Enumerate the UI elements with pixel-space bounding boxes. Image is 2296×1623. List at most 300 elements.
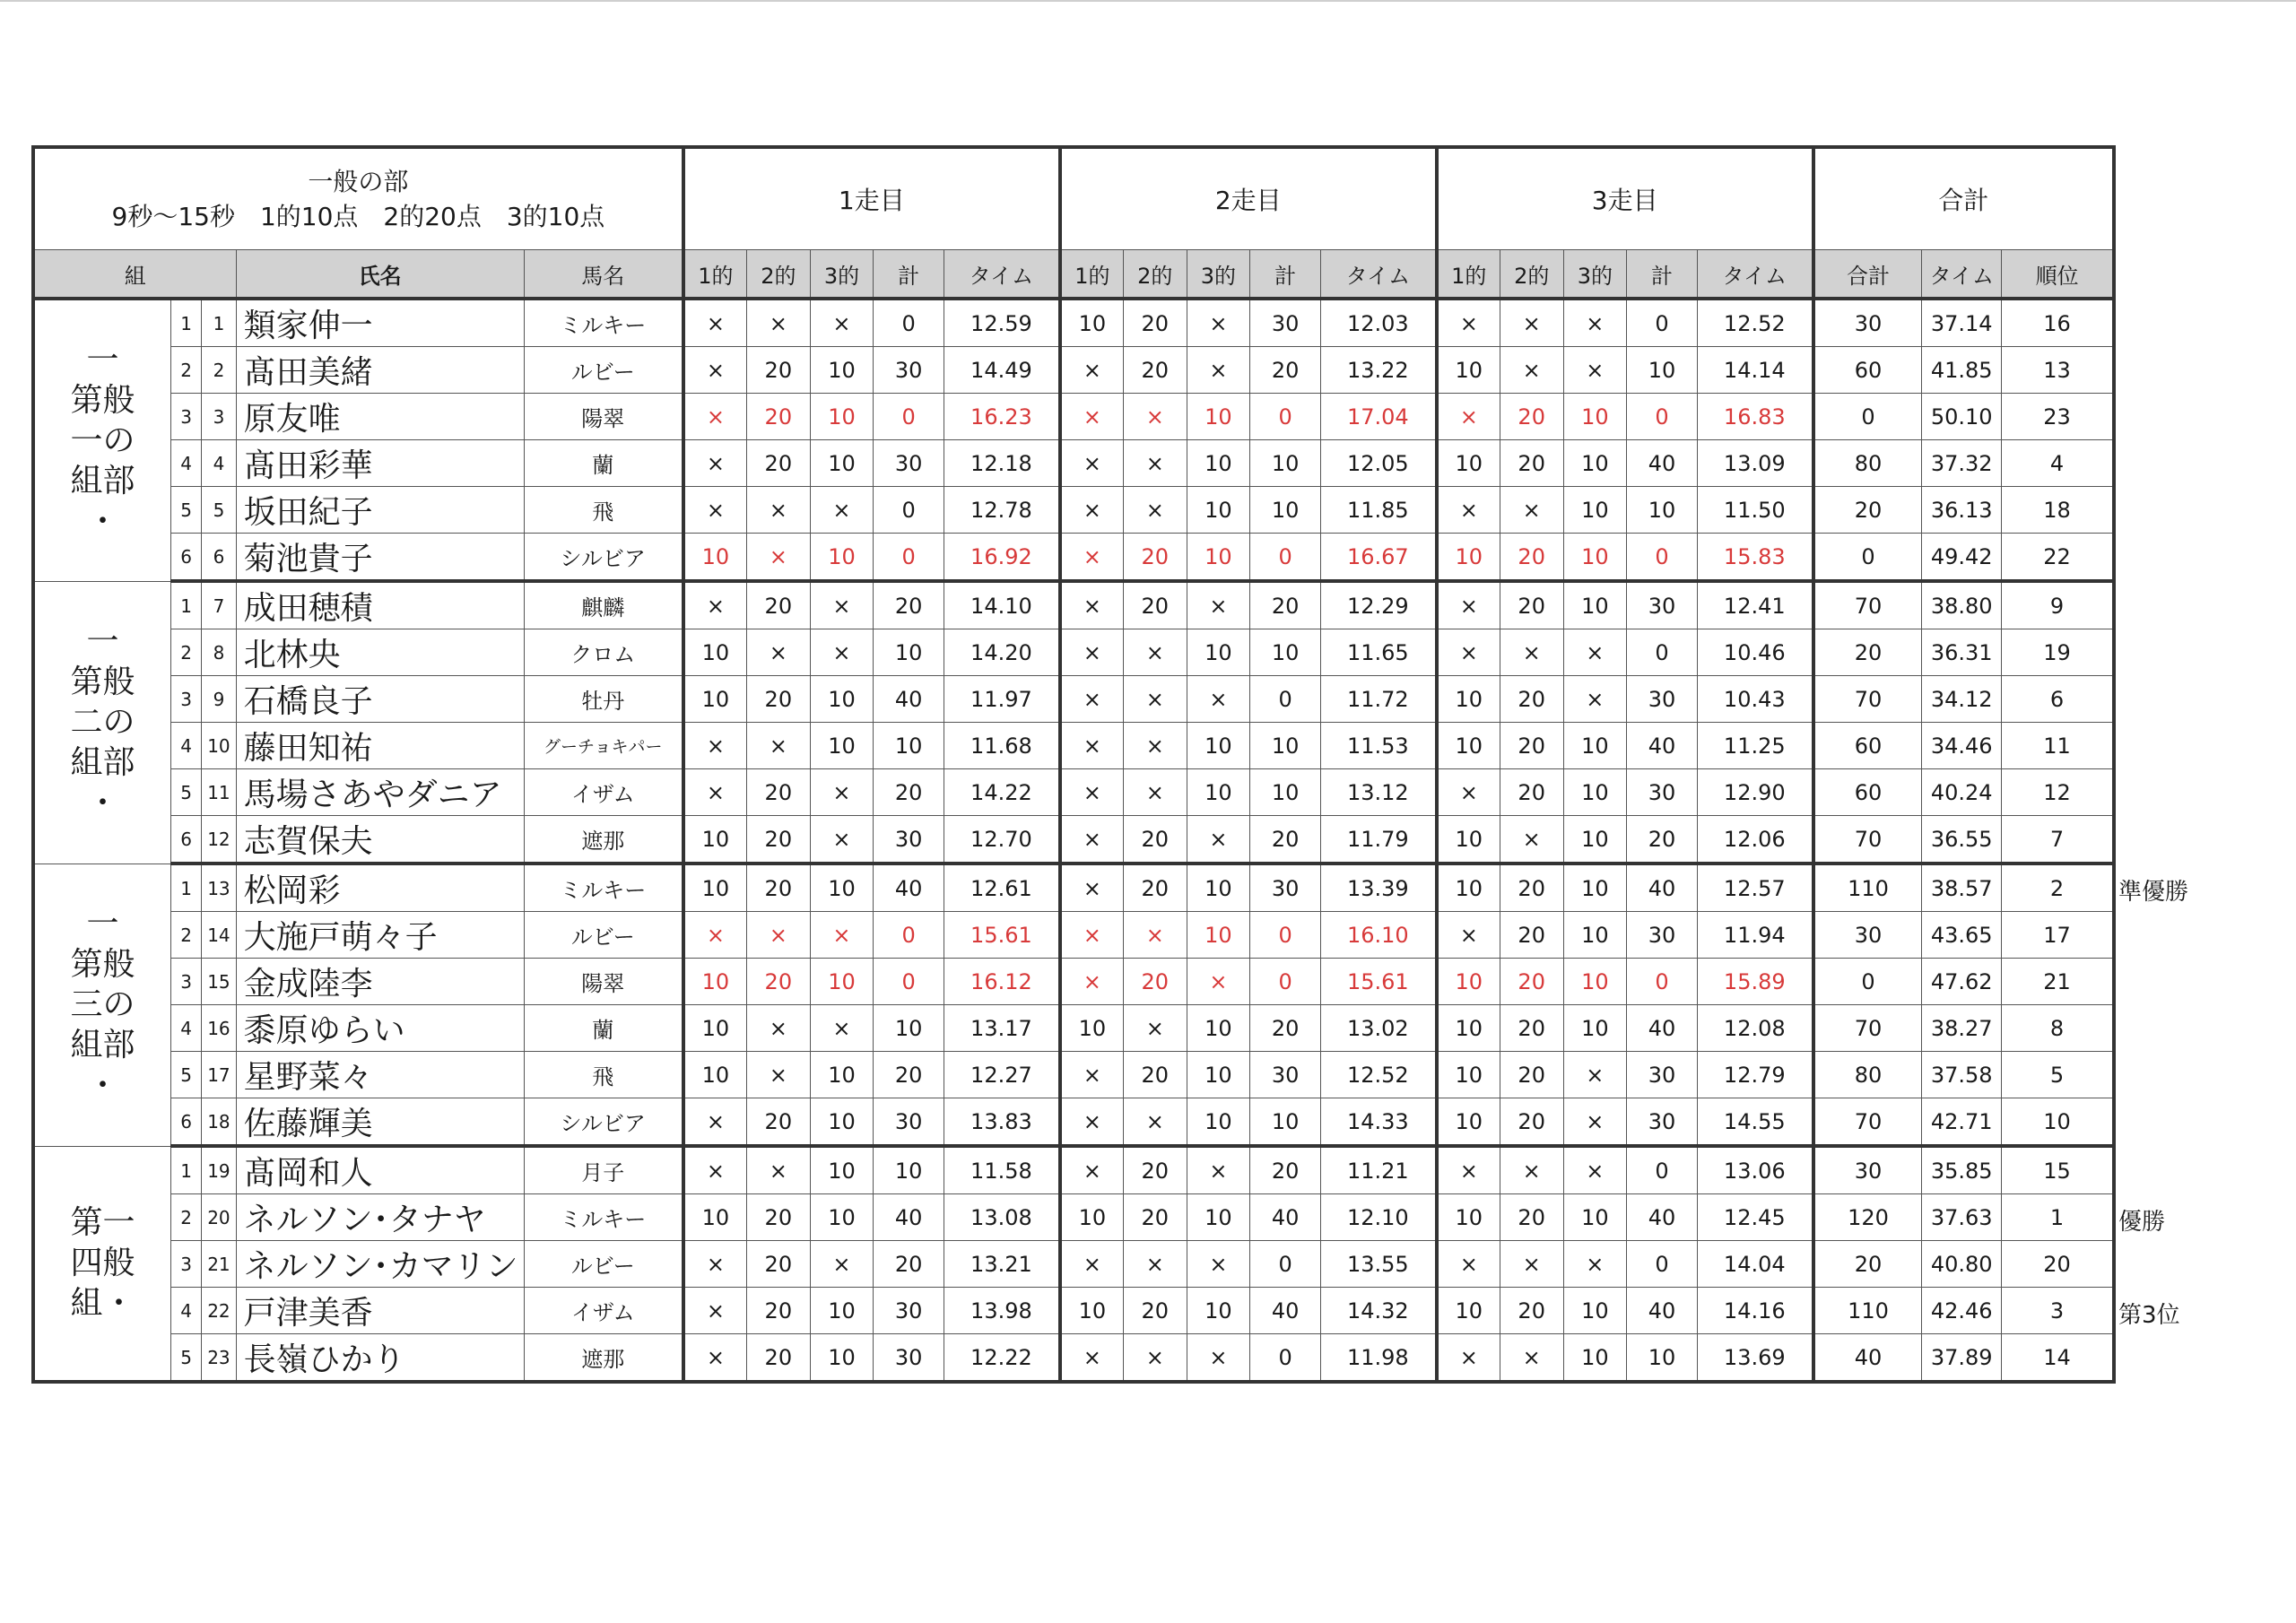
- placement-note: 優勝: [2118, 1208, 2166, 1236]
- r2-target1: ×: [1060, 959, 1124, 1005]
- r2-time: 13.22: [1320, 347, 1436, 394]
- r2-target3: ×: [1187, 1146, 1250, 1194]
- r1-time: 12.78: [944, 487, 1060, 534]
- entry-number: 20: [202, 1194, 236, 1241]
- r3-subtotal: 0: [1627, 1146, 1698, 1194]
- total-time: 40.80: [1922, 1241, 2002, 1288]
- r1-time: 14.20: [944, 629, 1060, 676]
- r2-target3: 10: [1187, 534, 1250, 582]
- r3-target1: 10: [1437, 816, 1500, 864]
- r1-target1: 10: [683, 1052, 747, 1098]
- total-points: 40: [1813, 1334, 1922, 1383]
- rank: 22: [2002, 534, 2114, 582]
- run2-header: 2走目: [1060, 147, 1437, 250]
- r2-time: 13.12: [1320, 769, 1436, 816]
- r2-subtotal: 20: [1250, 1005, 1321, 1052]
- r3-target1: 10: [1437, 959, 1500, 1005]
- r3-target2: 20: [1500, 1005, 1563, 1052]
- col-header-name: 氏名: [236, 250, 524, 299]
- r2-target1: ×: [1060, 816, 1124, 864]
- total-points: 60: [1813, 723, 1922, 769]
- r1-target1: ×: [683, 1146, 747, 1194]
- r3-subtotal: 10: [1627, 1334, 1698, 1383]
- r1-time: 16.12: [944, 959, 1060, 1005]
- r2-time: 13.02: [1320, 1005, 1436, 1052]
- col-header-horse: 馬名: [524, 250, 683, 299]
- group-seq: 6: [170, 816, 201, 864]
- r2-target2: ×: [1123, 1334, 1187, 1383]
- entry-number: 2: [202, 347, 236, 394]
- r3-time: 15.83: [1697, 534, 1813, 582]
- horse-name: ミルキー: [524, 864, 683, 912]
- r3-target1: 10: [1437, 1098, 1500, 1147]
- r2-target1: ×: [1060, 1334, 1124, 1383]
- table-row: [33, 581, 2114, 629]
- r1-target2: 20: [747, 1288, 811, 1334]
- r1-target2: ×: [747, 1146, 811, 1194]
- r3-target1: 10: [1437, 347, 1500, 394]
- r3-target2: 20: [1500, 581, 1563, 629]
- r1-time: 14.49: [944, 347, 1060, 394]
- r2-target3: ×: [1187, 347, 1250, 394]
- total-points: 80: [1813, 440, 1922, 487]
- col-header-run1-1: 2的: [747, 250, 811, 299]
- col-header-total-2: 順位: [2002, 250, 2114, 299]
- rank: 19: [2002, 629, 2114, 676]
- table-row: [33, 912, 2114, 959]
- r2-subtotal: 20: [1250, 347, 1321, 394]
- r2-time: 11.53: [1320, 723, 1436, 769]
- r2-time: 14.32: [1320, 1288, 1436, 1334]
- r2-target3: 10: [1187, 723, 1250, 769]
- entry-number: 10: [202, 723, 236, 769]
- rider-name: 髙岡和人: [236, 1146, 524, 1194]
- rider-name: 北林央: [236, 629, 524, 676]
- r3-time: 14.16: [1697, 1288, 1813, 1334]
- r2-target1: ×: [1060, 534, 1124, 582]
- r1-subtotal: 0: [874, 299, 944, 347]
- total-time: 35.85: [1922, 1146, 2002, 1194]
- r1-target1: ×: [683, 394, 747, 440]
- rank: 1: [2002, 1194, 2114, 1241]
- r3-target2: ×: [1500, 816, 1563, 864]
- col-header-total-0: 合計: [1813, 250, 1922, 299]
- r3-target2: 20: [1500, 723, 1563, 769]
- group-label-line: 一の: [70, 421, 135, 459]
- total-points: 0: [1813, 959, 1922, 1005]
- r3-subtotal: 0: [1627, 534, 1698, 582]
- r3-subtotal: 0: [1627, 299, 1698, 347]
- total-points: 30: [1813, 1146, 1922, 1194]
- r3-target1: ×: [1437, 299, 1500, 347]
- r2-target3: 10: [1187, 1288, 1250, 1334]
- r2-target1: ×: [1060, 912, 1124, 959]
- rank: 5: [2002, 1052, 2114, 1098]
- table-title: [33, 147, 683, 250]
- r2-time: 11.21: [1320, 1146, 1436, 1194]
- r1-target3: ×: [810, 912, 874, 959]
- horse-name: 遮那: [524, 816, 683, 864]
- r1-target2: ×: [747, 912, 811, 959]
- entry-number: 6: [202, 534, 236, 582]
- group-label-line: 一: [86, 341, 119, 378]
- total-points: 20: [1813, 629, 1922, 676]
- r1-target3: 10: [810, 347, 874, 394]
- rank: 21: [2002, 959, 2114, 1005]
- r3-target3: 10: [1563, 534, 1627, 582]
- r2-target2: 20: [1123, 1146, 1187, 1194]
- table-row: [33, 1098, 2114, 1147]
- group-label-line: 三の: [70, 986, 135, 1023]
- r3-time: 14.04: [1697, 1241, 1813, 1288]
- rank: 9: [2002, 581, 2114, 629]
- r2-subtotal: 0: [1250, 676, 1321, 723]
- r2-subtotal: 10: [1250, 629, 1321, 676]
- r3-target3: ×: [1563, 1052, 1627, 1098]
- total-time: 36.13: [1922, 487, 2002, 534]
- total-time: 41.85: [1922, 347, 2002, 394]
- total-time: 37.32: [1922, 440, 2002, 487]
- total-time: 34.12: [1922, 676, 2002, 723]
- r1-subtotal: 30: [874, 347, 944, 394]
- col-header-run2-3: 計: [1250, 250, 1321, 299]
- r2-subtotal: 30: [1250, 299, 1321, 347]
- r3-target2: 20: [1500, 1098, 1563, 1147]
- group-label-line: ・: [86, 1067, 119, 1104]
- r2-target2: 20: [1123, 1288, 1187, 1334]
- total-points: 120: [1813, 1194, 1922, 1241]
- r3-subtotal: 30: [1627, 1052, 1698, 1098]
- r1-subtotal: 40: [874, 676, 944, 723]
- r1-target1: ×: [683, 440, 747, 487]
- r3-subtotal: 40: [1627, 723, 1698, 769]
- r1-subtotal: 10: [874, 723, 944, 769]
- r1-target3: 10: [810, 1334, 874, 1383]
- r3-target3: ×: [1563, 629, 1627, 676]
- run3-header: 3走目: [1437, 147, 1813, 250]
- r1-target2: ×: [747, 299, 811, 347]
- total-time: 37.14: [1922, 299, 2002, 347]
- r3-target3: ×: [1563, 347, 1627, 394]
- rider-name: ネルソン･カマリン: [236, 1241, 524, 1288]
- r2-subtotal: 10: [1250, 1098, 1321, 1147]
- r1-time: 12.27: [944, 1052, 1060, 1098]
- r3-target3: 10: [1563, 1288, 1627, 1334]
- r3-target3: 10: [1563, 1005, 1627, 1052]
- r1-subtotal: 20: [874, 1241, 944, 1288]
- rank: 12: [2002, 769, 2114, 816]
- total-time: 37.63: [1922, 1194, 2002, 1241]
- r2-subtotal: 30: [1250, 1052, 1321, 1098]
- col-header-run1-4: タイム: [944, 250, 1060, 299]
- horse-name: クロム: [524, 629, 683, 676]
- total-header: 合計: [1813, 147, 2114, 250]
- group-label: [33, 581, 170, 864]
- r1-target3: 10: [810, 723, 874, 769]
- r3-target2: 20: [1500, 394, 1563, 440]
- rider-name: 菊池貴子: [236, 534, 524, 582]
- horse-name: ミルキー: [524, 1194, 683, 1241]
- r3-time: 10.43: [1697, 676, 1813, 723]
- r2-subtotal: 0: [1250, 1241, 1321, 1288]
- entry-number: 12: [202, 816, 236, 864]
- col-header-run3-1: 2的: [1500, 250, 1563, 299]
- r1-time: 15.61: [944, 912, 1060, 959]
- col-header-run3-4: タイム: [1697, 250, 1813, 299]
- r1-time: 13.83: [944, 1098, 1060, 1147]
- table-row: [33, 534, 2114, 582]
- total-time: 49.42: [1922, 534, 2002, 582]
- horse-name: 遮那: [524, 1334, 683, 1383]
- entry-number: 14: [202, 912, 236, 959]
- horse-name: イザム: [524, 769, 683, 816]
- r1-subtotal: 0: [874, 534, 944, 582]
- r3-target1: 10: [1437, 1005, 1500, 1052]
- run1-header: 1走目: [683, 147, 1060, 250]
- horse-name: 月子: [524, 1146, 683, 1194]
- group-seq: 4: [170, 1005, 201, 1052]
- r3-target2: ×: [1500, 347, 1563, 394]
- r1-target3: ×: [810, 769, 874, 816]
- r3-target1: ×: [1437, 394, 1500, 440]
- rider-name: 類家伸一: [236, 299, 524, 347]
- r3-target3: 10: [1563, 769, 1627, 816]
- r3-target3: 10: [1563, 912, 1627, 959]
- entry-number: 21: [202, 1241, 236, 1288]
- r1-target1: ×: [683, 723, 747, 769]
- r3-target1: ×: [1437, 581, 1500, 629]
- group-label-line: 一: [86, 906, 119, 942]
- group-seq: 3: [170, 1241, 201, 1288]
- r3-target2: 20: [1500, 1052, 1563, 1098]
- r2-target1: 10: [1060, 1005, 1124, 1052]
- group-label-line: 四般: [70, 1245, 135, 1282]
- rank: 15: [2002, 1146, 2114, 1194]
- rider-name: ネルソン･タナヤ: [236, 1194, 524, 1241]
- r2-time: 17.04: [1320, 394, 1436, 440]
- r3-subtotal: 40: [1627, 1194, 1698, 1241]
- scan-edge: [0, 0, 2296, 2]
- r2-target1: ×: [1060, 1052, 1124, 1098]
- r2-time: 15.61: [1320, 959, 1436, 1005]
- r3-target1: 10: [1437, 1288, 1500, 1334]
- group-label-line: 第般: [70, 664, 135, 700]
- r3-target3: 10: [1563, 959, 1627, 1005]
- group-seq: 3: [170, 394, 201, 440]
- total-time: 37.58: [1922, 1052, 2002, 1098]
- r1-target2: 20: [747, 864, 811, 912]
- horse-name: ミルキー: [524, 299, 683, 347]
- horse-name: 陽翠: [524, 959, 683, 1005]
- rider-name: 戸津美香: [236, 1288, 524, 1334]
- r2-target2: ×: [1123, 1005, 1187, 1052]
- rank: 20: [2002, 1241, 2114, 1288]
- group-seq: 1: [170, 581, 201, 629]
- entry-number: 8: [202, 629, 236, 676]
- r3-target2: 20: [1500, 864, 1563, 912]
- r3-time: 13.69: [1697, 1334, 1813, 1383]
- r3-subtotal: 30: [1627, 581, 1698, 629]
- r1-subtotal: 30: [874, 816, 944, 864]
- r2-target2: 20: [1123, 534, 1187, 582]
- results-table: [31, 145, 2116, 1384]
- r2-time: 12.10: [1320, 1194, 1436, 1241]
- total-points: 0: [1813, 534, 1922, 582]
- r2-time: 12.05: [1320, 440, 1436, 487]
- r2-subtotal: 20: [1250, 816, 1321, 864]
- rider-name: 藤田知祐: [236, 723, 524, 769]
- total-points: 20: [1813, 1241, 1922, 1288]
- col-header-run2-1: 2的: [1123, 250, 1187, 299]
- group-seq: 1: [170, 864, 201, 912]
- table-row: [33, 1052, 2114, 1098]
- r1-subtotal: 40: [874, 1194, 944, 1241]
- r2-subtotal: 10: [1250, 440, 1321, 487]
- r1-target2: 20: [747, 676, 811, 723]
- r2-target1: ×: [1060, 864, 1124, 912]
- r3-subtotal: 0: [1627, 629, 1698, 676]
- placement-note: 準優勝: [2118, 878, 2189, 906]
- group-label-line: 第般: [70, 381, 135, 419]
- r2-target2: ×: [1123, 676, 1187, 723]
- table-row: [33, 1146, 2114, 1194]
- r1-time: 13.98: [944, 1288, 1060, 1334]
- r2-subtotal: 40: [1250, 1288, 1321, 1334]
- r1-target2: 20: [747, 1241, 811, 1288]
- r2-subtotal: 10: [1250, 723, 1321, 769]
- r3-target3: 10: [1563, 440, 1627, 487]
- r3-target1: ×: [1437, 912, 1500, 959]
- r3-target2: 20: [1500, 676, 1563, 723]
- r2-subtotal: 0: [1250, 394, 1321, 440]
- table-row: [33, 723, 2114, 769]
- r1-target1: ×: [683, 1288, 747, 1334]
- r2-target2: ×: [1123, 912, 1187, 959]
- table-row: [33, 959, 2114, 1005]
- r3-time: 15.89: [1697, 959, 1813, 1005]
- r3-subtotal: 40: [1627, 1005, 1698, 1052]
- r3-time: 11.50: [1697, 487, 1813, 534]
- r2-target1: 10: [1060, 1194, 1124, 1241]
- group-seq: 6: [170, 534, 201, 582]
- group-label-line: 第般: [70, 946, 135, 983]
- r2-target1: ×: [1060, 581, 1124, 629]
- r2-target2: 20: [1123, 959, 1187, 1005]
- entry-number: 16: [202, 1005, 236, 1052]
- r1-subtotal: 0: [874, 959, 944, 1005]
- r1-target1: 10: [683, 816, 747, 864]
- r3-target2: ×: [1500, 299, 1563, 347]
- group-label: [33, 864, 170, 1146]
- table-row: [33, 629, 2114, 676]
- r1-subtotal: 30: [874, 1098, 944, 1147]
- r1-target1: ×: [683, 299, 747, 347]
- r3-target1: ×: [1437, 1334, 1500, 1383]
- r3-target2: ×: [1500, 1334, 1563, 1383]
- r1-subtotal: 30: [874, 1334, 944, 1383]
- rider-name: 大施戸萌々子: [236, 912, 524, 959]
- entry-number: 13: [202, 864, 236, 912]
- r1-time: 13.08: [944, 1194, 1060, 1241]
- col-header-total-1: タイム: [1922, 250, 2002, 299]
- r3-target3: ×: [1563, 1146, 1627, 1194]
- r3-time: 14.14: [1697, 347, 1813, 394]
- horse-name: ルビー: [524, 912, 683, 959]
- r3-time: 12.52: [1697, 299, 1813, 347]
- col-header-run1-2: 3的: [810, 250, 874, 299]
- r2-target1: 10: [1060, 299, 1124, 347]
- r2-subtotal: 10: [1250, 769, 1321, 816]
- entry-number: 7: [202, 581, 236, 629]
- r3-time: 11.25: [1697, 723, 1813, 769]
- title-line-2: 9秒～15秒 1的10点 2的20点 3的10点: [111, 202, 605, 231]
- table-row: [33, 816, 2114, 864]
- total-time: 38.80: [1922, 581, 2002, 629]
- entry-number: 9: [202, 676, 236, 723]
- r3-target3: 10: [1563, 1194, 1627, 1241]
- rank: 16: [2002, 299, 2114, 347]
- col-header-run3-0: 1的: [1437, 250, 1500, 299]
- r2-target1: ×: [1060, 723, 1124, 769]
- r1-target3: 10: [810, 959, 874, 1005]
- horse-name: 蘭: [524, 1005, 683, 1052]
- r2-target2: 20: [1123, 864, 1187, 912]
- col-header-run1-0: 1的: [683, 250, 747, 299]
- rank: 17: [2002, 912, 2114, 959]
- r3-time: 12.08: [1697, 1005, 1813, 1052]
- r1-target2: 20: [747, 816, 811, 864]
- r2-time: 11.79: [1320, 816, 1436, 864]
- r1-target3: ×: [810, 816, 874, 864]
- entry-number: 11: [202, 769, 236, 816]
- r2-subtotal: 30: [1250, 864, 1321, 912]
- horse-name: シルビア: [524, 1098, 683, 1147]
- total-time: 50.10: [1922, 394, 2002, 440]
- r2-subtotal: 20: [1250, 581, 1321, 629]
- rider-name: 黍原ゆらい: [236, 1005, 524, 1052]
- r1-subtotal: 10: [874, 629, 944, 676]
- r2-subtotal: 0: [1250, 534, 1321, 582]
- r2-target2: 20: [1123, 1194, 1187, 1241]
- r3-target3: ×: [1563, 676, 1627, 723]
- r1-subtotal: 40: [874, 864, 944, 912]
- rider-name: 志賀保夫: [236, 816, 524, 864]
- r1-target2: ×: [747, 487, 811, 534]
- r1-target2: 20: [747, 347, 811, 394]
- horse-name: 飛: [524, 1052, 683, 1098]
- r2-target2: 20: [1123, 299, 1187, 347]
- rank: 8: [2002, 1005, 2114, 1052]
- table-row: [33, 1005, 2114, 1052]
- horse-name: イザム: [524, 1288, 683, 1334]
- r1-target2: ×: [747, 723, 811, 769]
- r3-time: 12.79: [1697, 1052, 1813, 1098]
- r2-target1: ×: [1060, 440, 1124, 487]
- r2-target3: 10: [1187, 440, 1250, 487]
- entry-number: 5: [202, 487, 236, 534]
- r1-target3: ×: [810, 629, 874, 676]
- r3-subtotal: 20: [1627, 816, 1698, 864]
- group-label-line: 組部: [70, 462, 135, 499]
- r1-target3: 10: [810, 864, 874, 912]
- r1-time: 12.18: [944, 440, 1060, 487]
- r1-target1: ×: [683, 347, 747, 394]
- group-seq: 2: [170, 629, 201, 676]
- r3-time: 12.57: [1697, 864, 1813, 912]
- r2-time: 12.03: [1320, 299, 1436, 347]
- r1-target3: 10: [810, 394, 874, 440]
- horse-name: グーチョキパー: [524, 723, 683, 769]
